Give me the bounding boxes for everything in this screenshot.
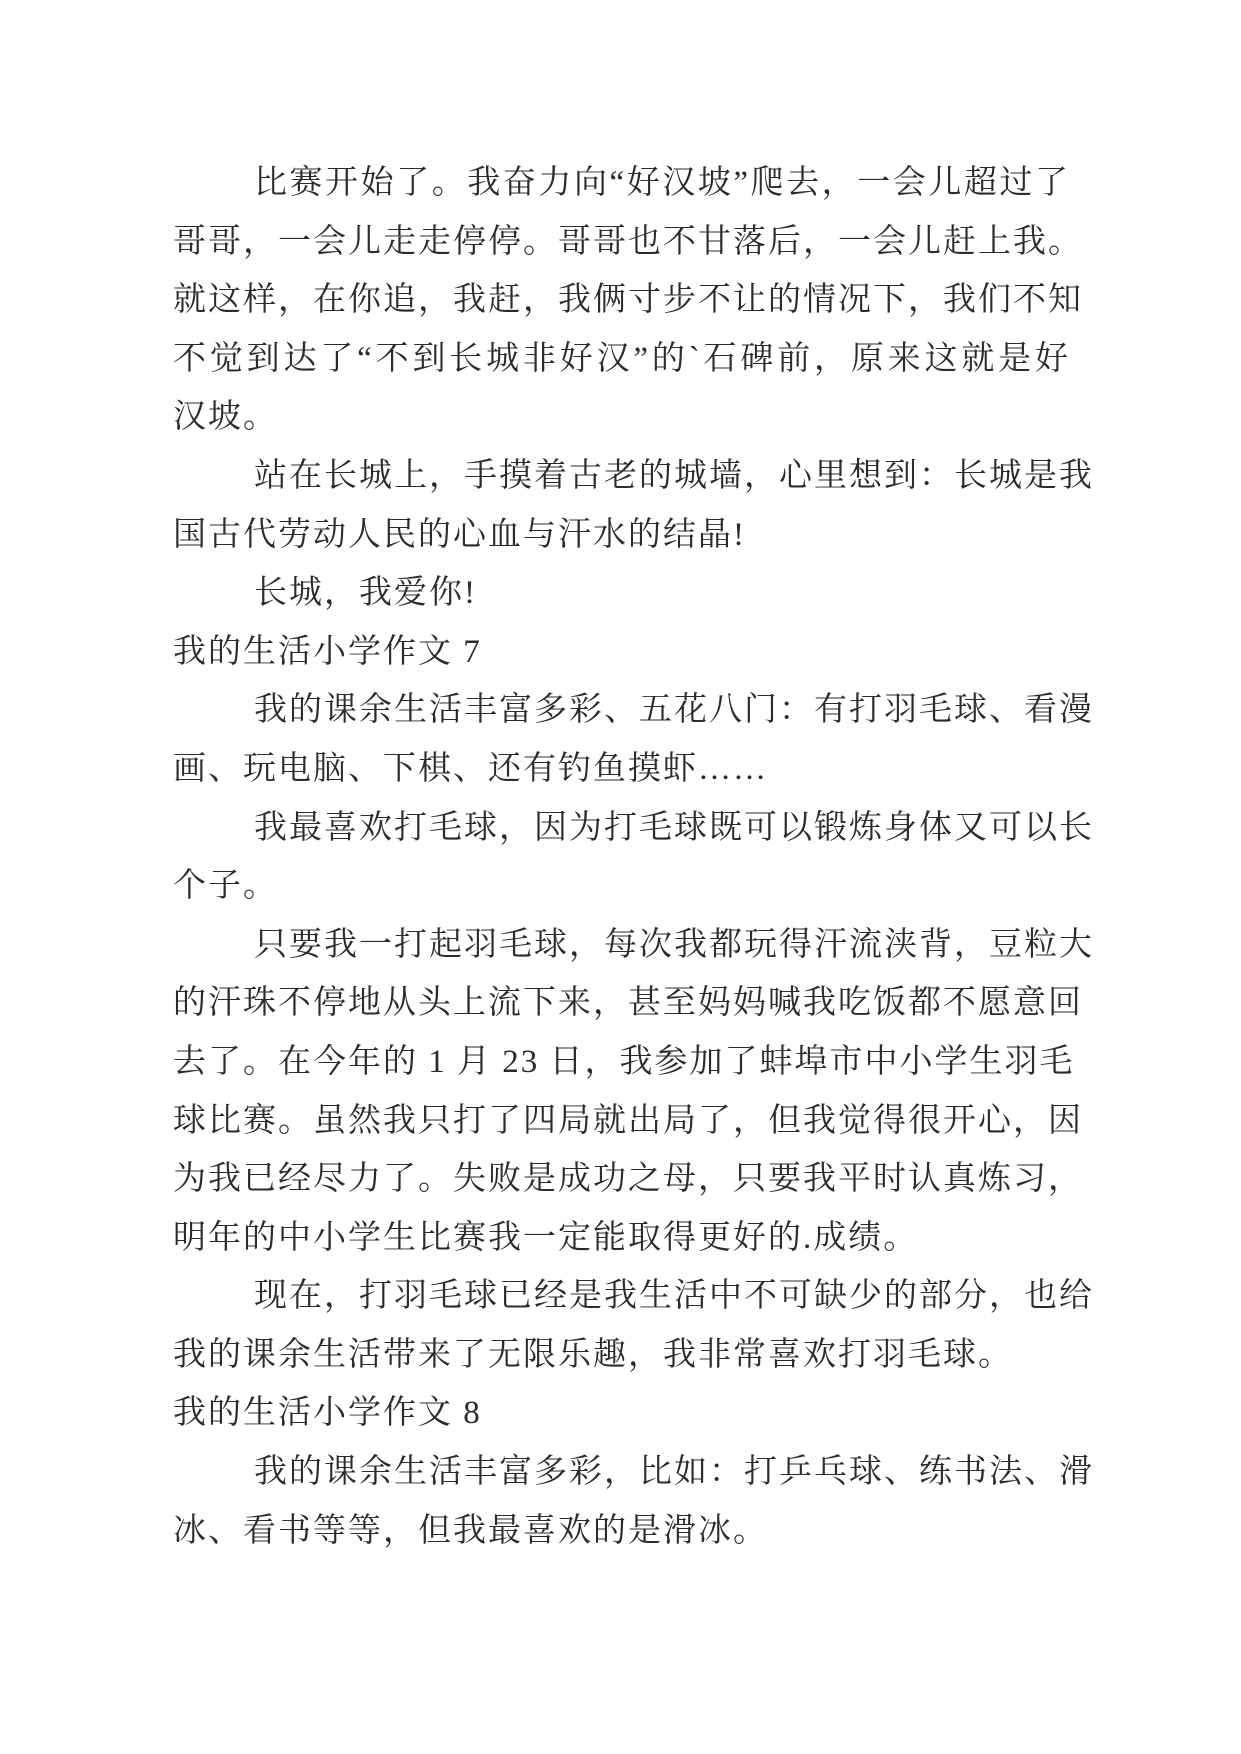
text-line: 画、玩电脑、下棋、还有钓鱼摸虾…… <box>173 750 768 787</box>
text-line: 只要我一打起羽毛球，每次我都玩得汗流浃背，豆粒大 <box>254 926 1094 963</box>
text-line: 我的课余生活丰富多彩，比如：打乒乓球、练书法、滑 <box>254 1454 1094 1491</box>
text-line: 个子。 <box>173 868 278 905</box>
paragraph <box>173 681 1094 798</box>
text-line: 长城，我爱你! <box>254 575 477 612</box>
section-heading <box>173 623 1070 682</box>
text-line: 比赛开始了。我奋力向“好汉坡”爬去，一会儿超过了 <box>254 165 1070 201</box>
paragraph <box>173 447 1094 564</box>
text-line: 汉坡。 <box>173 399 278 436</box>
section-heading <box>173 1384 1070 1443</box>
text-line: 哥哥，一会儿走走停停。哥哥也不甘落后，一会儿赶上我。 <box>173 223 1083 260</box>
text-line: 球比赛。虽然我只打了四局就出局了，但我觉得很开心，因 <box>173 1102 1083 1139</box>
text-line: 我的课余生活丰富多彩、五花八门：有打羽毛球、看漫 <box>254 692 1094 729</box>
paragraph <box>173 1443 1094 1560</box>
document-content <box>173 154 1094 1560</box>
text-line: 的汗珠不停地从头上流下来，甚至妈妈喊我吃饭都不愿意回 <box>173 985 1083 1022</box>
text-line: 不觉到达了“不到长城非好汉”的`石碑前，原来这就是好 <box>173 340 1070 377</box>
paragraph <box>173 154 1083 447</box>
text-line: 就这样，在你追，我赶，我俩寸步不让的情况下，我们不知 <box>173 282 1083 319</box>
text-line: 现在，打羽毛球已经是我生活中不可缺少的部分，也给 <box>254 1278 1094 1315</box>
text-line: 我最喜欢打毛球，因为打毛球既可以锻炼身体又可以长 <box>254 809 1094 846</box>
text-line: 站在长城上，手摸着古老的城墙，心里想到：长城是我 <box>254 457 1094 494</box>
text-line: 我的课余生活带来了无限乐趣，我非常喜欢打羽毛球。 <box>173 1336 1013 1373</box>
paragraph <box>173 799 1094 916</box>
text-line: 明年的中小学生比赛我一定能取得更好的.成绩。 <box>173 1219 919 1256</box>
text-line: 国古代劳动人民的心血与汗水的结晶! <box>173 516 746 553</box>
heading-line: 我的生活小学作文 8 <box>173 1395 482 1432</box>
heading-line: 我的生活小学作文 7 <box>173 633 482 670</box>
paragraph <box>173 564 1070 623</box>
text-line: 去了。在今年的 1 月 23 日，我参加了蚌埠市中小学生羽毛 <box>173 1043 1075 1080</box>
text-line: 冰、看书等等，但我最喜欢的是滑冰。 <box>173 1512 768 1549</box>
paragraph <box>173 1267 1094 1384</box>
text-line: 为我已经尽力了。失败是成功之母，只要我平时认真炼习， <box>173 1161 1083 1198</box>
paragraph <box>173 916 1094 1268</box>
